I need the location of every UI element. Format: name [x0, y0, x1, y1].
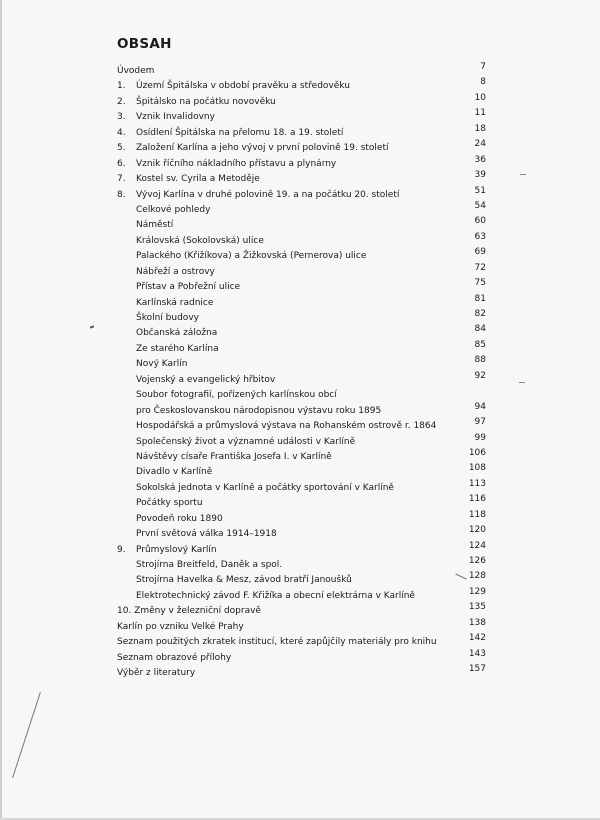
toc-entry-title: Ze starého Karlína — [136, 343, 219, 354]
toc-entry-number: 1. — [117, 81, 126, 92]
toc-entry-page: 138 — [468, 617, 486, 628]
toc-entry-number: 2. — [117, 96, 126, 107]
toc-entry-title: Špitálsko na počátku novověku — [136, 96, 276, 107]
toc-entry-number: 4. — [117, 127, 126, 138]
toc-entry — [0, 558, 600, 573]
toc-entry — [0, 249, 600, 264]
toc-entry-title: Vojenský a evangelický hřbitov — [136, 374, 276, 385]
toc-entry — [0, 401, 600, 419]
toc-entry — [0, 154, 600, 172]
toc-entry-page: 11 — [474, 108, 486, 119]
toc-entry-title: Vznik říčního nákladního přístavu a plynárny — [136, 158, 337, 169]
table-of-contents — [0, 64, 600, 682]
toc-entry-page: 135 — [468, 602, 486, 613]
toc-entry — [0, 527, 600, 542]
toc-entry-page: 84 — [474, 324, 486, 335]
toc-entry — [0, 200, 600, 218]
pencil-mark — [519, 382, 525, 383]
toc-entry — [0, 280, 600, 295]
toc-entry-page: 92 — [474, 370, 486, 381]
toc-entry-title: Výběr z literatury — [117, 668, 196, 679]
toc-entry-title: Královská (Sokolovská) ulice — [136, 235, 264, 246]
toc-entry-title: První světová válka 1914–1918 — [136, 529, 277, 540]
toc-entry-page: 106 — [468, 447, 486, 458]
toc-entry-page: 54 — [474, 200, 486, 211]
toc-entry-title: Přístav a Pobřežní ulice — [136, 282, 241, 293]
toc-entry-number: 9. — [117, 544, 126, 555]
toc-entry-title: Občanská záložna — [136, 328, 218, 339]
toc-entry — [0, 357, 600, 372]
toc-entry-title: 10. Změny v železniční dopravě — [117, 606, 261, 617]
toc-entry-title: Strojírna Breitfeld, Daněk a spol. — [136, 560, 283, 570]
toc-entry-title: Návštěvy císaře Františka Josefa I. v Karlíně — [136, 451, 332, 462]
toc-entry-title: Povodeň roku 1890 — [136, 513, 223, 524]
toc-entry-title: Školní budovy — [136, 313, 199, 323]
toc-entry — [0, 92, 600, 110]
toc-entry-title: Sokolská jednota v Karlíně a počátky sportování v Karlíně — [136, 482, 394, 493]
toc-entry-title: Vznik Invalidovny — [136, 112, 215, 123]
toc-entry — [0, 388, 600, 403]
toc-entry-title: Počátky sportu — [136, 498, 203, 509]
toc-entry-page: 116 — [468, 494, 486, 505]
toc-entry-page: 120 — [468, 525, 486, 536]
toc-entry — [0, 370, 600, 388]
toc-entry-page: 108 — [468, 463, 486, 474]
toc-entry-title: Společenský život a významné události v Karlíně — [136, 436, 356, 447]
toc-entry-title: Seznam obrazové přílohy — [117, 652, 232, 663]
toc-entry-page: 142 — [468, 633, 486, 644]
toc-entry-page: 51 — [474, 185, 486, 196]
toc-entry-page: 124 — [468, 540, 486, 551]
toc-entry-page: 10 — [474, 92, 486, 103]
toc-entry — [0, 604, 600, 619]
toc-entry-title: Karlínská radnice — [136, 297, 214, 308]
toc-entry — [0, 432, 600, 450]
toc-entry-title: Nový Karlín — [136, 359, 188, 370]
toc-entry — [0, 311, 600, 326]
toc-entry-number: 7. — [117, 174, 126, 185]
toc-entry-page: 69 — [474, 247, 486, 258]
toc-entry-title: Celkové pohledy — [136, 204, 211, 215]
toc-entry-title: Území Špitálska v období pravěku a středověku — [136, 81, 350, 92]
toc-entry — [0, 123, 600, 141]
toc-entry-page: 88 — [474, 355, 486, 366]
toc-entry-page: 129 — [468, 586, 486, 597]
toc-entry — [0, 262, 600, 280]
toc-entry-page: 82 — [474, 309, 486, 319]
toc-entry-number: 5. — [117, 143, 126, 154]
toc-entry-page: 128 — [468, 571, 486, 582]
toc-entry-page: 24 — [474, 139, 486, 150]
toc-entry-page: 39 — [474, 170, 486, 181]
toc-entry-page: 8 — [480, 77, 486, 88]
toc-entry — [0, 231, 600, 249]
toc-entry-title: Osídlení Špitálska na přelomu 18. a 19. století — [136, 127, 344, 138]
toc-entry-title: Průmyslový Karlín — [136, 544, 217, 555]
pencil-mark — [520, 174, 526, 175]
toc-entry-page: 18 — [474, 123, 486, 134]
toc-entry — [0, 617, 600, 635]
toc-entry — [0, 573, 600, 588]
toc-entry — [0, 185, 600, 203]
toc-entry-title: Náměstí — [136, 220, 174, 231]
toc-entry-page: 85 — [474, 339, 486, 350]
toc-entry-page: 97 — [474, 417, 486, 428]
toc-entry — [0, 540, 600, 558]
toc-entry — [0, 635, 600, 650]
toc-entry — [0, 172, 600, 187]
toc-entry-page: 143 — [468, 648, 486, 659]
toc-entry-title: Palackého (Křižíkova) a Žižkovská (Pernerova) ulice — [136, 251, 367, 262]
toc-entry-page: 126 — [468, 556, 486, 566]
toc-entry — [0, 293, 600, 311]
toc-entry — [0, 496, 600, 511]
toc-entry-title: Kostel sv. Cyrila a Metoděje — [136, 174, 260, 185]
toc-entry-title: Soubor fotografií, pořízených karlínskou obcí — [136, 390, 337, 401]
toc-entry-title: Karlín po vzniku Velké Prahy — [117, 621, 244, 632]
toc-entry — [0, 141, 600, 156]
toc-entry-title: Nábřeží a ostrovy — [136, 266, 215, 277]
toc-entry-page: 36 — [474, 154, 486, 165]
toc-entry — [0, 79, 600, 94]
toc-entry-title: pro Českoslovanskou národopisnou výstavu roku 1895 — [136, 405, 382, 416]
toc-entry-number: 8. — [117, 189, 126, 200]
toc-entry-title: Seznam použitých zkratek institucí, které zapůjčily materiály pro knihu — [117, 637, 437, 648]
toc-entry-page: 60 — [474, 216, 486, 227]
toc-entry — [0, 64, 600, 79]
toc-entry-page: 7 — [480, 62, 486, 72]
toc-entry-title: Divadlo v Karlíně — [136, 467, 213, 478]
toc-entry — [0, 509, 600, 527]
toc-entry-page: 99 — [474, 432, 486, 443]
toc-entry-number: 6. — [117, 158, 126, 169]
toc-entry-page: 75 — [474, 278, 486, 289]
toc-entry-page: 81 — [474, 293, 486, 304]
toc-entry — [0, 447, 600, 465]
toc-entry-page: 63 — [474, 231, 486, 242]
toc-entry-title: Vývoj Karlína v druhé polovině 19. a na počátku 20. století — [136, 189, 400, 200]
toc-entry-title: Úvodem — [117, 66, 155, 76]
toc-entry-title: Založení Karlína a jeho vývoj v první polovině 19. století — [136, 143, 389, 154]
toc-entry-number: 3. — [117, 112, 126, 123]
pencil-mark — [12, 692, 41, 778]
toc-entry — [0, 478, 600, 496]
toc-entry-title: Strojírna Havelka & Mesz, závod bratří Janoušků — [136, 575, 352, 586]
toc-entry — [0, 218, 600, 233]
toc-entry — [0, 110, 600, 125]
toc-entry — [0, 586, 600, 604]
toc-entry — [0, 648, 600, 666]
toc-entry-page: 94 — [474, 401, 486, 412]
page-title: OBSAH — [117, 36, 172, 52]
toc-entry — [0, 465, 600, 480]
toc-entry-title: Elektrotechnický závod F. Křižíka a obecní elektrárna v Karlíně — [136, 590, 415, 601]
toc-entry-page: 157 — [468, 664, 486, 675]
toc-entry — [0, 666, 600, 681]
toc-entry — [0, 419, 600, 434]
toc-entry-title: Hospodářská a průmyslová výstava na Rohanském ostrově r. 1864 — [136, 421, 437, 432]
toc-entry-page: 72 — [474, 262, 486, 273]
toc-entry-page: 118 — [468, 509, 486, 520]
toc-entry-page: 113 — [468, 478, 486, 489]
toc-entry — [0, 339, 600, 357]
